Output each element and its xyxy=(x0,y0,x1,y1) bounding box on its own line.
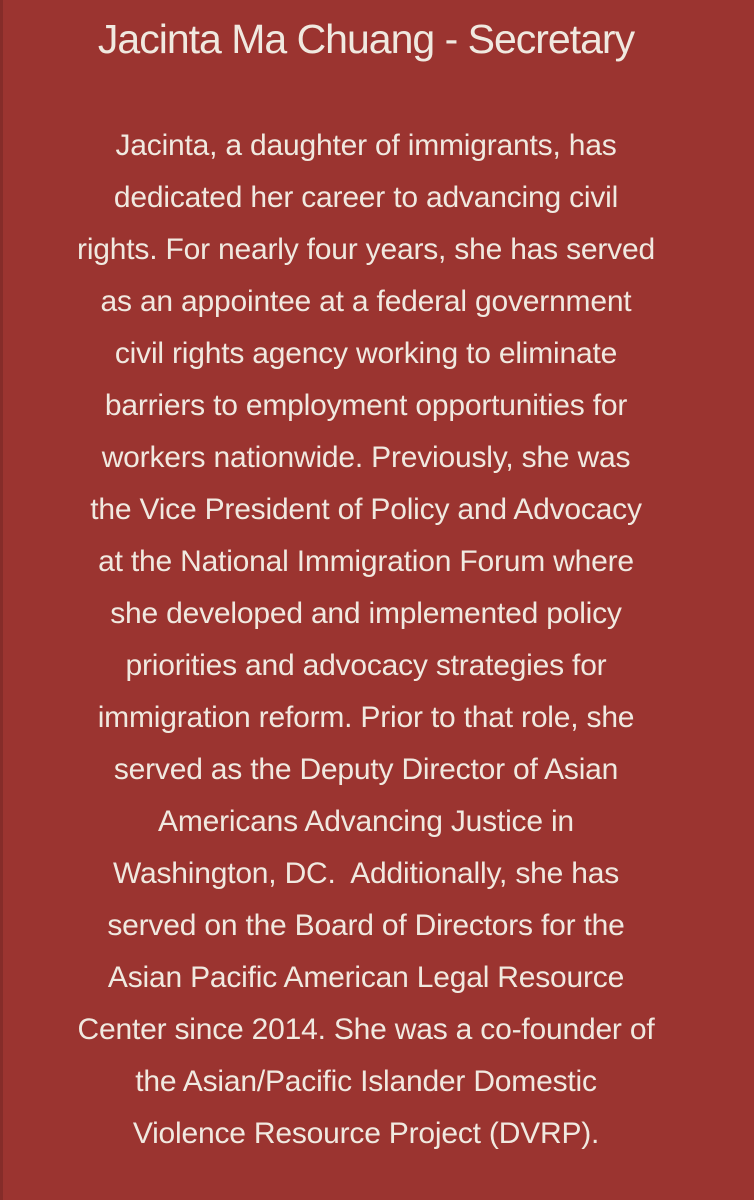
bio-line: Violence Resource Project (DVRP). xyxy=(132,1117,600,1150)
bio-line: rights. For nearly four years, she has served xyxy=(77,233,655,266)
bio-line: Asian Pacific American Legal Resource xyxy=(107,961,625,994)
page-title: Jacinta Ma Chuang - Secretary xyxy=(97,16,635,62)
bio-line: Center since 2014. She was a co-founder of xyxy=(77,1013,655,1046)
bio-line: dedicated her career to advancing civil xyxy=(113,181,619,214)
bio-line: civil rights agency working to eliminate xyxy=(114,337,618,370)
bio-line: immigration reform. Prior to that role, she xyxy=(97,701,635,734)
bio-line: Americans Advancing Justice in xyxy=(158,805,574,838)
bio-line: as an appointee at a federal government xyxy=(100,285,632,318)
bio-line: workers nationwide. Previously, she was xyxy=(101,441,631,474)
bio-line: barriers to employment opportunities for xyxy=(104,389,628,422)
bio-line: priorities and advocacy strategies for xyxy=(125,649,607,682)
bio-line: the Asian/Pacific Islander Domestic xyxy=(135,1065,597,1098)
bio-line: served on the Board of Directors for the xyxy=(107,909,625,942)
bio-line: Jacinta, a daughter of immigrants, has xyxy=(115,129,617,162)
bio-line: at the National Immigration Forum where xyxy=(98,545,634,578)
bio-line: Washington, DC. Additionally, she has xyxy=(112,857,619,890)
bio-line: served as the Deputy Director of Asian xyxy=(113,753,619,786)
bio-line: the Vice President of Policy and Advocacy xyxy=(90,493,642,526)
left-edge-shadow xyxy=(0,0,3,1200)
bio-text xyxy=(0,120,732,1160)
bio-line: she developed and implemented policy xyxy=(110,597,622,630)
